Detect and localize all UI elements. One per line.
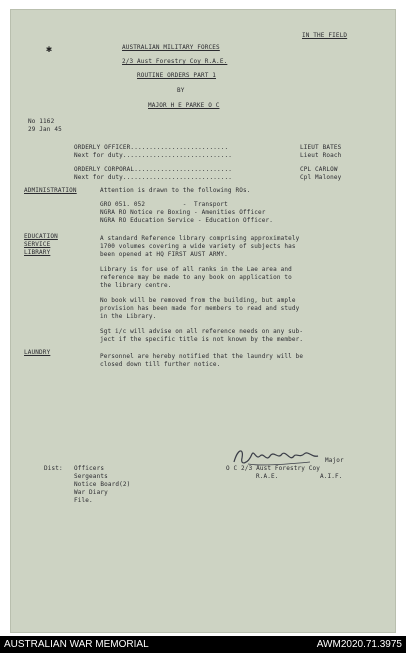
orderly-officer-next-label: Next for duty.............................	[74, 152, 233, 159]
edu-line: A standard Reference library comprising approximately	[100, 235, 300, 242]
edu-line: the library centre.	[100, 282, 172, 289]
distribution-item: War Diary	[74, 489, 108, 496]
laundry-line: Personnel are hereby notified that the laundry will be	[100, 353, 304, 360]
distribution-item: Sergeants	[74, 473, 108, 480]
footer-accession-number: AWM2020.71.3975	[316, 639, 402, 650]
library-heading: LIBRARY	[24, 249, 51, 256]
org-heading: AUSTRALIAN MILITARY FORCES	[122, 44, 220, 51]
distribution-item: Notice Board(2)	[74, 481, 131, 488]
in-the-field-label: IN THE FIELD	[302, 32, 348, 39]
signature-corps-line: R.A.E. A.I.F.	[256, 473, 343, 480]
signature-rank: Major	[325, 457, 344, 464]
edu-line: 1700 volumes covering a wide variety of subjects has	[100, 243, 296, 250]
admin-line: NGRA RO Education Service - Education Officer.	[100, 217, 274, 224]
edu-line: ject if the specific title is not known by the member.	[100, 336, 304, 343]
admin-line: NGRA RO Notice re Boxing - Amenities Officer	[100, 209, 266, 216]
by-label: BY	[177, 87, 185, 94]
orderly-corporal-name: CPL CARLOW	[300, 166, 338, 173]
edu-line: provision has been made for members to read and study	[100, 305, 300, 312]
orderly-corporal-label: ORDERLY CORPORAL..........................	[74, 166, 233, 173]
edu-line: reference may be made to any book on application to	[100, 274, 292, 281]
order-number: No 1162	[28, 118, 55, 125]
document-title: ROUTINE ORDERS PART 1	[137, 72, 217, 79]
signature-unit-line: O C 2/3 Aust Forestry Coy	[226, 465, 321, 472]
edu-line: Sgt i/c will advise on all reference needs on any sub-	[100, 328, 304, 335]
distribution-item: Officers	[74, 465, 105, 472]
orderly-officer-label: ORDERLY OFFICER..........................	[74, 144, 229, 151]
admin-line: GRO 051. 052 - Transport	[100, 201, 228, 208]
unit-heading: 2/3 Aust Forestry Coy R.A.E.	[122, 58, 228, 65]
administration-heading: ADMINISTRATION	[24, 187, 77, 194]
orderly-officer-name: LIEUT BATES	[300, 144, 342, 151]
laundry-heading: LAUNDRY	[24, 349, 51, 356]
footer-institution: AUSTRALIAN WAR MEMORIAL	[4, 639, 149, 650]
orderly-officer-next-name: Lieut Roach	[300, 152, 342, 159]
officer-heading: MAJOR H E PARKE O C	[148, 102, 220, 109]
education-heading: EDUCATION	[24, 233, 58, 240]
distribution-label: Dist:	[44, 465, 63, 472]
service-heading: SERVICE	[24, 241, 51, 248]
footer-bar	[0, 636, 406, 653]
asterisk-mark: ✱	[46, 44, 53, 55]
orderly-corporal-next-name: Cpl Maloney	[300, 174, 342, 181]
laundry-line: closed down till further notice.	[100, 361, 221, 368]
edu-line: Library is for use of all ranks in the Lae area and	[100, 266, 292, 273]
distribution-item: File.	[74, 497, 93, 504]
edu-line: No book will be removed from the building, but ample	[100, 297, 296, 304]
order-date: 29 Jan 45	[28, 126, 62, 133]
edu-line: in the Library.	[100, 313, 157, 320]
orderly-corporal-next-label: Next for duty.............................	[74, 174, 233, 181]
edu-line: been opened at HQ FIRST AUST ARMY.	[100, 251, 228, 258]
admin-line: Attention is drawn to the following ROs.	[100, 187, 251, 194]
